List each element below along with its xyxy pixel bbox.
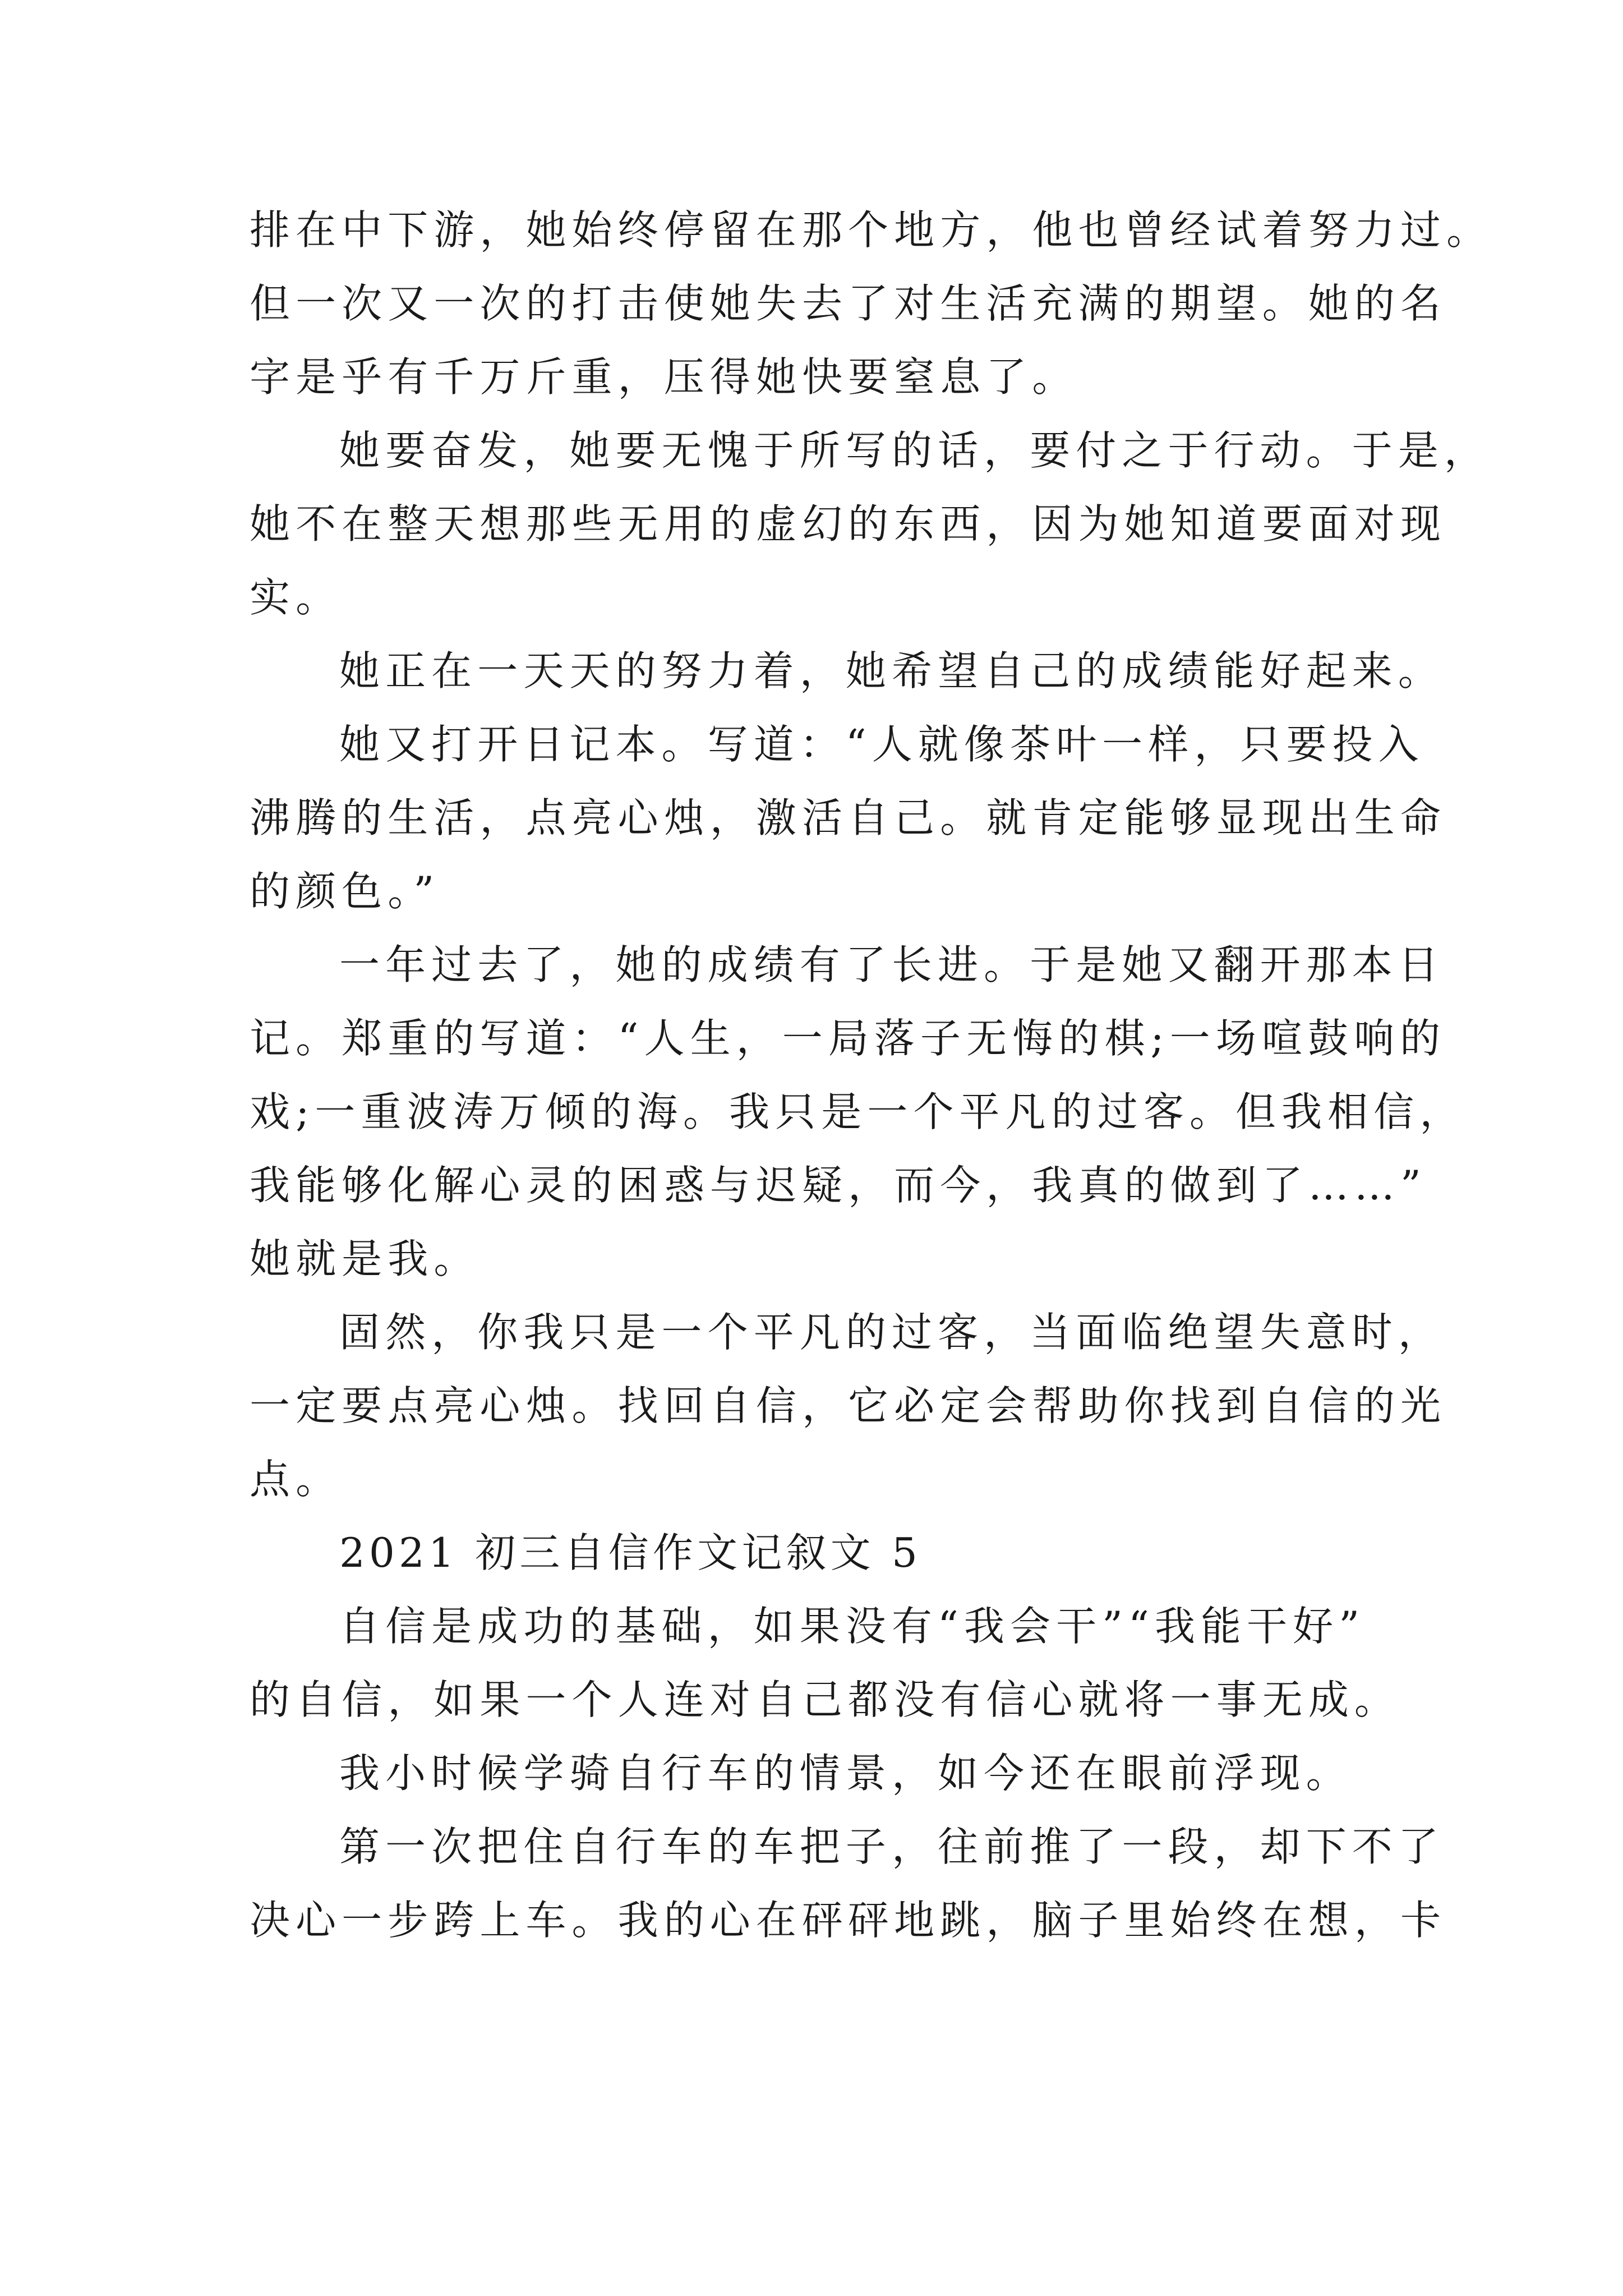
text-line: 的自信，如果一个人连对自己都没有信心就将一事无成。 [250,1676,1401,1723]
paragraph-start-line: 第一次把住自行车的车把子，往前推了一段，却下不了 [339,1823,1444,1870]
text-line: 字是乎有千万斤重，压得她快要窒息了。 [250,353,1078,401]
text-line: 但一次又一次的打击使她失去了对生活充满的期望。她的名 [250,280,1447,327]
paragraph-start-line: 她要奋发，她要无愧于所写的话，要付之于行动。于是， [339,427,1491,474]
text-line: 决心一步跨上车。我的心在砰砰地跳，脑子里始终在想，卡 [250,1897,1447,1944]
text-line: 沸腾的生活，点亮心烛，激活自己。就肯定能够显现出生命 [250,794,1447,841]
paragraph-start-line: 她又打开日记本。写道：“人就像茶叶一样，只要投入 [339,721,1424,768]
text-line: 实。 [250,574,342,621]
text-line: 我能够化解心灵的困惑与迟疑，而今，我真的做到了……” [250,1162,1427,1209]
body-text [250,194,1493,1957]
text-line: 她就是我。 [250,1235,480,1282]
paragraph-start-line: 她正在一天天的努力着，她希望自己的成绩能好起来。 [339,647,1444,694]
paragraph-start-line: 自信是成功的基础，如果没有“我会干”“我能干好” [339,1603,1366,1650]
paragraph-start-line: 我小时候学骑自行车的情景，如今还在眼前浮现。 [339,1750,1352,1797]
text-line: 她不在整天想那些无用的虚幻的东西，因为她知道要面对现 [250,500,1447,547]
text-line: 记。郑重的写道：“人生，一局落子无悔的棋;一场喧鼓响的 [250,1015,1446,1062]
text-line: 戏;一重波涛万倾的海。我只是一个平凡的过客。但我相信， [250,1088,1466,1135]
paragraph-start-line: 一年过去了，她的成绩有了长进。于是她又翻开那本日 [339,941,1444,988]
text-line: 一定要点亮心烛。找回自信，它必定会帮助你找到自信的光 [250,1382,1447,1429]
text-line: 排在中下游，她始终停留在那个地方，他也曾经试着努力过。 [250,206,1493,254]
text-line: 的颜色。” [250,868,440,915]
text-line: 点。 [250,1456,342,1503]
paragraph-start-line: 固然，你我只是一个平凡的过客，当面临绝望失意时， [339,1309,1444,1356]
section-heading: 2021 初三自信作文记叙文 5 [339,1529,922,1576]
